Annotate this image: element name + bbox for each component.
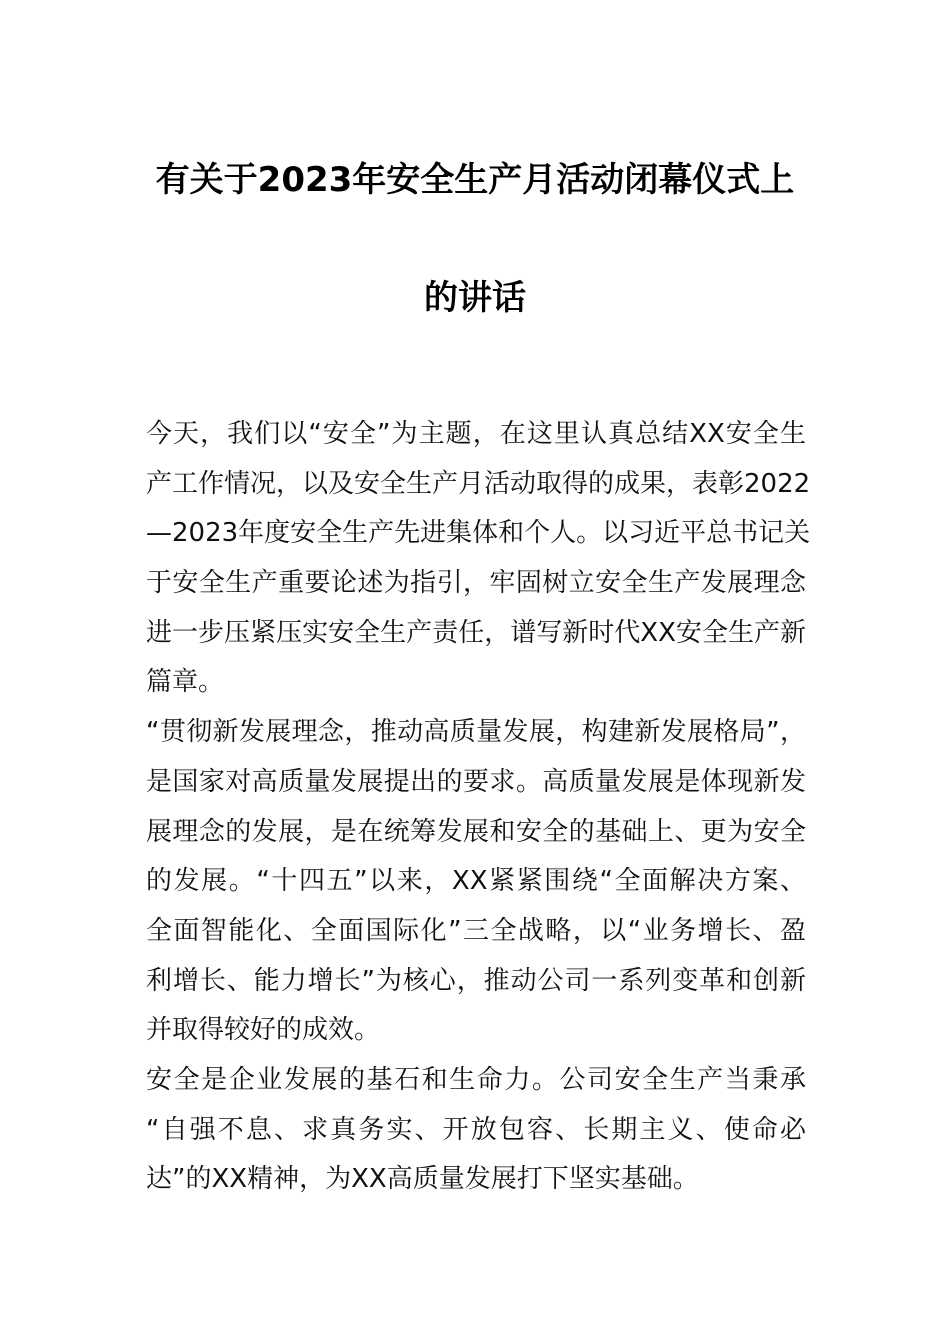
paragraph-2	[146, 708, 806, 1056]
paragraph-line: 今天，我们以“安全”为主题，在这里认真总结XX安全生	[146, 419, 806, 449]
paragraph-line: —2023年度安全生产先进集体和个人。以习近平总书记关	[146, 518, 811, 549]
paragraph-line: 安全是企业发展的基石和生命力。公司安全生产当秉承	[146, 1064, 806, 1095]
paragraph-line: “贯彻新发展理念，推动高质量发展，构建新发展格局”，	[146, 717, 806, 748]
paragraph-line: 进一步压紧压实安全生产责任，谱写新时代XX安全生产新	[146, 617, 806, 648]
document-title-line-2: 的讲话	[424, 278, 526, 318]
paragraph-line: “自强不息、求真务实、开放包容、长期主义、使命必	[146, 1114, 806, 1145]
paragraph-line: 于安全生产重要论述为指引，牢固树立安全生产发展理念	[146, 568, 806, 599]
paragraph-3	[146, 1056, 806, 1205]
paragraph-line: 全面智能化、全面国际化”三全战略，以“业务增长、盈	[146, 915, 806, 946]
paragraph-line: 达”的XX精神，为XX高质量发展打下坚实基础。	[146, 1164, 699, 1195]
document-body	[146, 410, 811, 1205]
paragraph-line: 展理念的发展，是在统筹发展和安全的基础上、更为安全	[146, 816, 806, 847]
paragraph-1	[146, 410, 811, 708]
paragraph-line: 利增长、能力增长”为核心，推动公司一系列变革和创新	[146, 965, 806, 996]
paragraph-line: 的发展。“十四五”以来，XX紧紧围绕“全面解决方案、	[146, 866, 806, 897]
paragraph-line: 是国家对高质量发展提出的要求。高质量发展是体现新发	[146, 766, 806, 797]
paragraph-line: 产工作情况，以及安全生产月活动取得的成果，表彰2022	[146, 468, 811, 499]
paragraph-line: 并取得较好的成效。	[146, 1015, 381, 1046]
paragraph-line: 篇章。	[146, 667, 225, 698]
document-title-line-1: 有关于2023年安全生产月活动闭幕仪式上	[155, 160, 795, 200]
